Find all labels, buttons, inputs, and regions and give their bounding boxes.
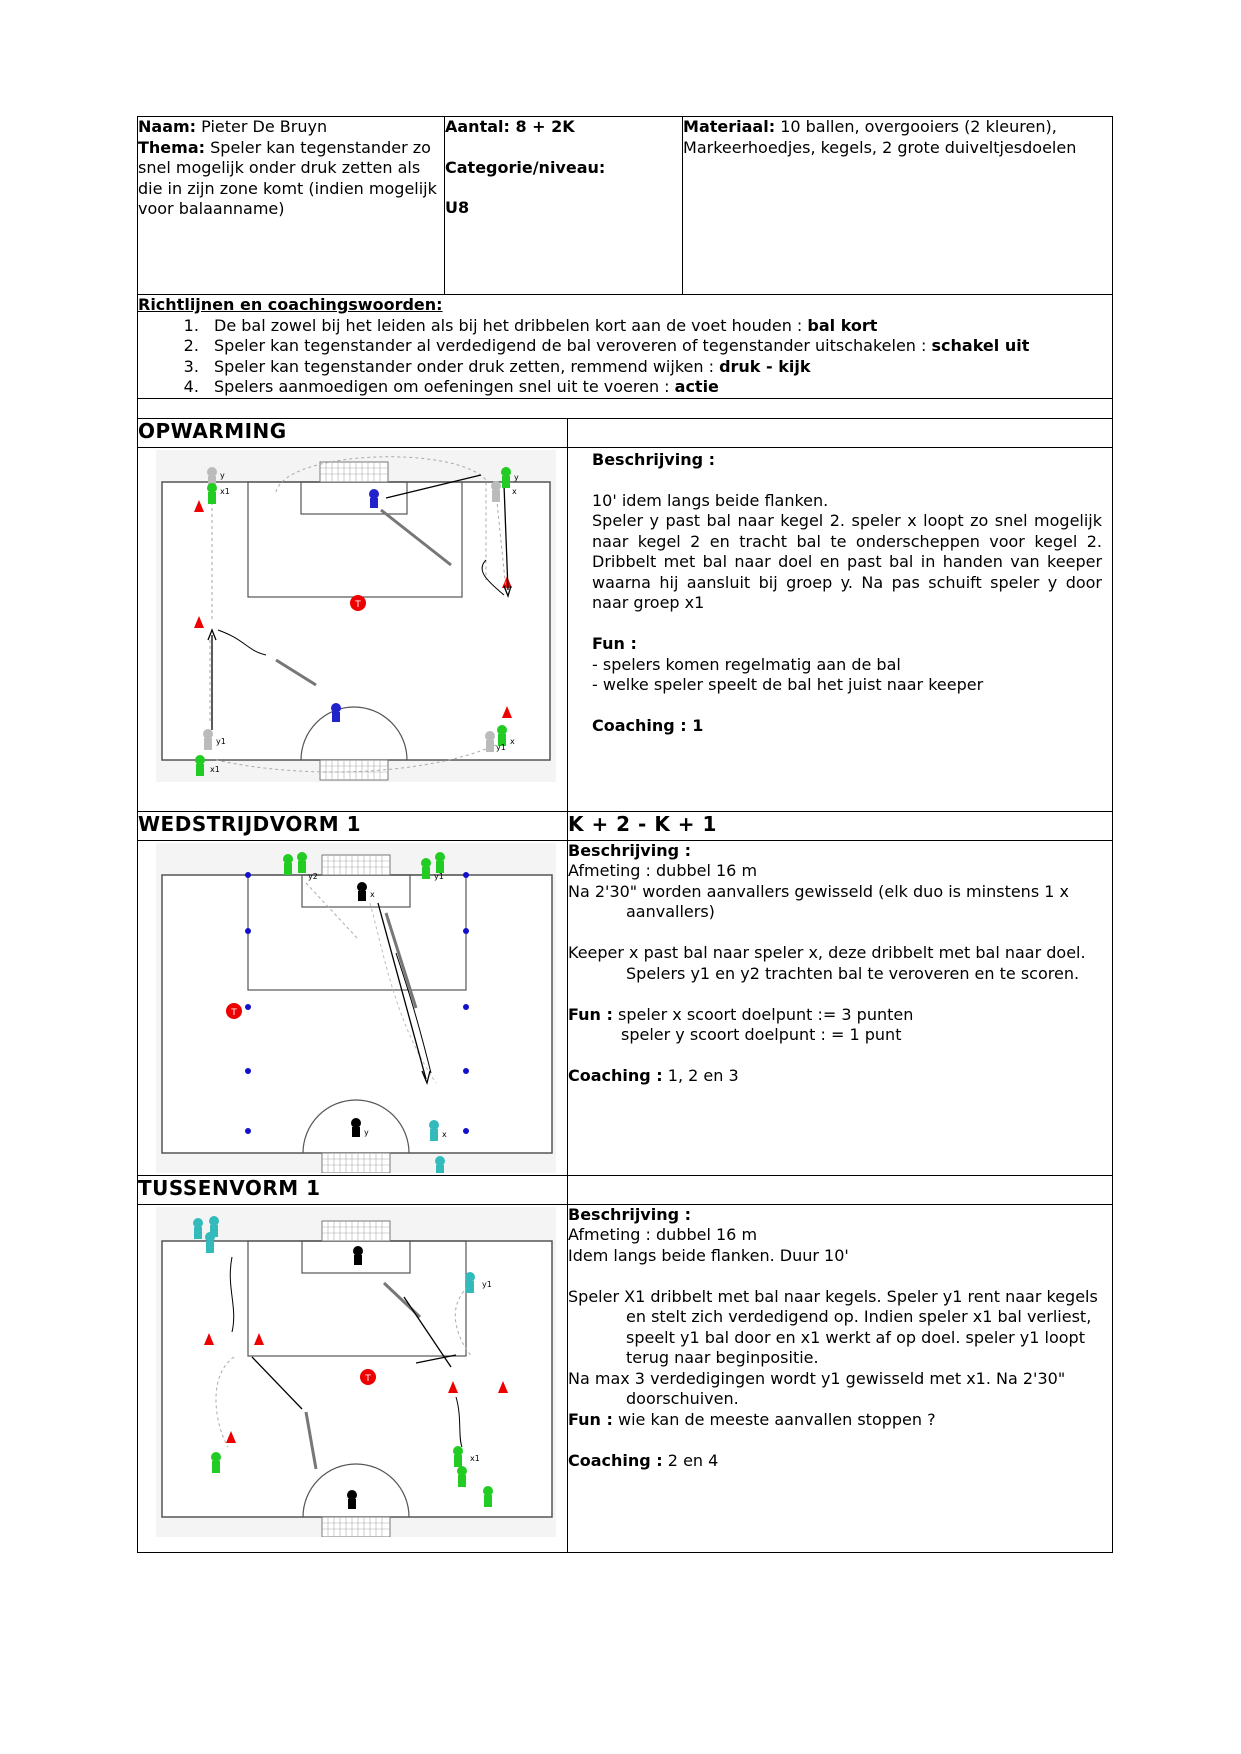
guideline-item: 4. Spelers aanmoedigen om oefeningen snel uit te voeren : actie	[204, 377, 1112, 398]
guideline-item: 3. Speler kan tegenstander onder druk zetten, remmend wijken : druk - kijk	[204, 357, 1112, 378]
field-diagram-3	[156, 1207, 556, 1537]
fun-line: speler y scoort doelpunt : = 1 punt	[621, 1025, 902, 1044]
duur: Idem langs beide flanken. Duur 10'	[568, 1245, 849, 1265]
materiaal-label: Materiaal:	[683, 117, 776, 136]
desc-label: Beschrijving :	[592, 449, 716, 469]
materiaal-value: 10 ballen, overgooiers (2 kleuren), Markeerhoedjes, kegels, 2 grote duiveltjesdoelen	[683, 117, 1077, 157]
svg-text:x: x	[370, 889, 375, 899]
spacer-row	[138, 398, 1113, 418]
training-table	[137, 116, 1113, 1553]
section-title-opwarming: OPWARMING	[138, 418, 568, 447]
desc-wedstrijdvorm	[568, 840, 1113, 1175]
desc-tussenvorm	[568, 1204, 1113, 1552]
section-title-tussenvorm: TUSSENVORM 1	[138, 1175, 568, 1204]
section-subtitle-empty	[568, 1175, 1113, 1204]
section-title-wedstrijdvorm: WEDSTRIJDVORM 1	[138, 811, 568, 840]
guidelines-cell	[138, 295, 1113, 399]
guideline-item: 1. De bal zowel bij het leiden als bij het dribbelen kort aan de voet houden : bal kort	[204, 316, 1112, 337]
svg-text:y1: y1	[482, 1279, 492, 1289]
desc-opwarming	[568, 447, 1113, 811]
svg-text:T: T	[365, 1373, 371, 1384]
section-subtitle-empty	[568, 418, 1113, 447]
naam-value: Pieter De Bruyn	[201, 117, 328, 136]
fun-line: - spelers komen regelmatig aan de bal	[592, 654, 901, 674]
fun-line: - welke speler speelt de bal het juist naar keeper	[592, 675, 984, 694]
svg-text:y: y	[220, 470, 225, 480]
afmeting: Afmeting : dubbel 16 m	[568, 1225, 758, 1244]
guideline-item: 2. Speler kan tegenstander al verdedigend de bal veroveren of tegenstander uitschakelen : schakel uit	[204, 336, 1112, 357]
guidelines-title: Richtlijnen en coachingswoorden:	[138, 295, 443, 314]
aantal-label: Aantal: 8 + 2K	[445, 117, 575, 136]
coaching-line: Coaching : 1, 2 en 3	[568, 1066, 739, 1085]
svg-text:y1: y1	[496, 742, 506, 752]
svg-text:x: x	[510, 736, 515, 746]
guidelines-list	[138, 316, 1112, 398]
field-diagram-1	[156, 450, 556, 782]
naam-label: Naam:	[138, 117, 197, 136]
desc-line: Na max 3 verdedigingen wordt y1 gewisseld met x1. Na 2'30" doorschuiven.	[568, 1368, 1066, 1408]
thema-label: Thema:	[138, 137, 206, 157]
desc-line: Keeper x past bal naar speler x, deze dribbelt met bal naar doel. Spelers y1 en y2 trachten bal te veroveren en te scoren.	[568, 943, 1086, 983]
svg-text:x1: x1	[470, 1453, 480, 1463]
diagram-opwarming	[138, 447, 568, 811]
svg-text:x: x	[512, 486, 517, 496]
diagram-wedstrijdvorm	[138, 840, 568, 1175]
svg-text:x1: x1	[210, 764, 220, 774]
desc-line: 10' idem langs beide flanken.	[592, 490, 829, 510]
fun-label: Fun :	[592, 634, 637, 653]
svg-text:y: y	[364, 1127, 369, 1137]
fun-line: Fun : speler x scoort doelpunt := 3 punten	[568, 1004, 914, 1024]
field-diagram-2	[156, 843, 556, 1173]
svg-text:y1: y1	[216, 736, 226, 746]
training-sheet	[137, 116, 1112, 1553]
svg-text:T: T	[355, 599, 361, 610]
coaching-label: Coaching : 1	[592, 716, 704, 735]
section-subtitle-wedstrijdvorm: K + 2 - K + 1	[568, 811, 1113, 840]
desc-line: Na 2'30" worden aanvallers gewisseld (elk duo is minstens 1 x aanvallers)	[568, 881, 1069, 921]
svg-text:y1: y1	[434, 871, 444, 881]
thema-value: Speler kan tegenstander zo snel mogelijk onder druk zetten als die in zijn zone komt (indien mogelijk voor balaanname)	[138, 137, 437, 218]
desc-label: Beschrijving :	[568, 840, 692, 860]
svg-text:T: T	[231, 1007, 237, 1018]
afmeting: Afmeting : dubbel 16 m	[568, 861, 758, 880]
desc-label: Beschrijving :	[568, 1204, 692, 1224]
svg-text:x1: x1	[220, 486, 230, 496]
coaching-line: Coaching : 2 en 4	[568, 1450, 719, 1470]
info-cell-middle	[445, 117, 683, 295]
svg-text:y2: y2	[308, 871, 318, 881]
diagram-tussenvorm	[138, 1204, 568, 1552]
info-cell-left	[138, 117, 445, 295]
svg-text:x: x	[442, 1129, 447, 1139]
desc-line: Speler y past bal naar kegel 2. speler x loopt zo snel mogelijk naar kegel 2 en tracht bal te onderscheppen voor kegel 2. Dribbelt met bal naar doel en past bal in handen van keeper waarna hij aansluit bij groep y. Na pas schuift speler y door naar groep x1	[592, 511, 1103, 612]
fun-line: Fun : wie kan de meeste aanvallen stoppen ?	[568, 1409, 936, 1429]
svg-text:y: y	[514, 472, 519, 482]
categorie-value: U8	[445, 198, 470, 217]
categorie-label: Categorie/niveau:	[445, 157, 606, 177]
desc-line: Speler X1 dribbelt met bal naar kegels. Speler y1 rent naar kegels en stelt zich verdedigend op. Indien speler x1 bal verliest, speelt y1 bal door en x1 werkt af op doel. speler y1 loopt terug naar beginpositie.	[568, 1286, 1098, 1367]
info-cell-right	[683, 117, 1113, 295]
